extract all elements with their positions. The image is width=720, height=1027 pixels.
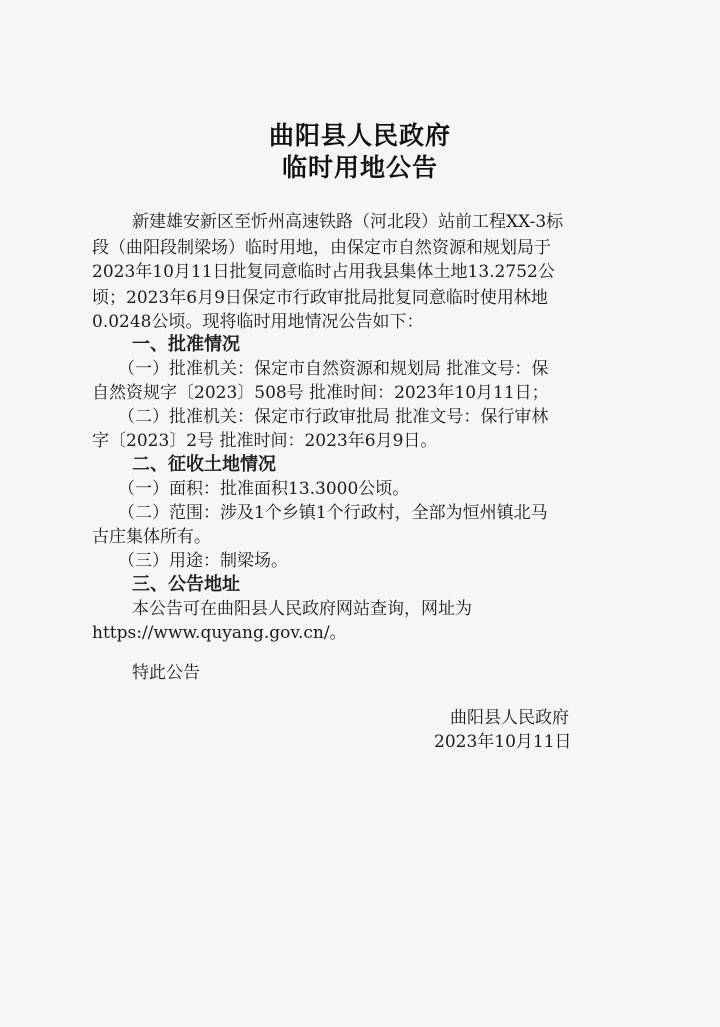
- intro-line-5: 0.0248公顷。现将临时用地情况公告如下：: [92, 312, 424, 332]
- closing-text: 特此公告: [132, 663, 200, 683]
- section-heading-approval: 一、批准情况: [132, 334, 240, 355]
- document-title-subject: 临时用地公告: [281, 153, 438, 182]
- intro-line-4: 顷；2023年6月9日保定市行政审批局批复同意临时使用林地: [92, 288, 548, 308]
- approval-item-1-line-1: （一）批准机关：保定市自然资源和规划局 批准文号：保: [118, 359, 549, 379]
- approval-item-1-line-2: 自然资规字〔2023〕508号 批准时间：2023年10月11日；: [92, 383, 549, 403]
- document-title-org: 曲阳县人民政府: [268, 121, 451, 150]
- intro-line-2: 段（曲阳段制梁场）临时用地，由保定市自然资源和规划局于: [92, 238, 551, 258]
- intro-line-3: 2023年10月11日批复同意临时占用我县集体土地13.2752公: [92, 262, 555, 282]
- approval-item-2-line-2: 字〔2023〕2号 批准时间：2023年6月9日。: [92, 431, 438, 451]
- address-text-line-1: 本公告可在曲阳县人民政府网站查询，网址为: [132, 599, 472, 619]
- land-item-usage: （三）用途：制梁场。: [118, 551, 288, 571]
- signature-date: 2023年10月11日: [434, 732, 572, 752]
- section-heading-address: 三、公告地址: [132, 574, 240, 595]
- section-heading-land: 二、征收土地情况: [132, 454, 276, 475]
- land-item-area: （一）面积：批准面积13.3000公顷。: [118, 479, 410, 499]
- land-item-scope-line-1: （二）范围：涉及1个乡镇1个行政村，全部为恒州镇北马: [118, 503, 548, 523]
- signature-org: 曲阳县人民政府: [450, 708, 569, 728]
- intro-line-1: 新建雄安新区至忻州高速铁路（河北段）站前工程XX-3标: [132, 212, 564, 232]
- land-item-scope-line-2: 古庄集体所有。: [92, 527, 211, 547]
- address-url: https://www.quyang.gov.cn/。: [92, 623, 347, 643]
- approval-item-2-line-1: （二）批准机关：保定市行政审批局 批准文号：保行审林: [118, 407, 549, 427]
